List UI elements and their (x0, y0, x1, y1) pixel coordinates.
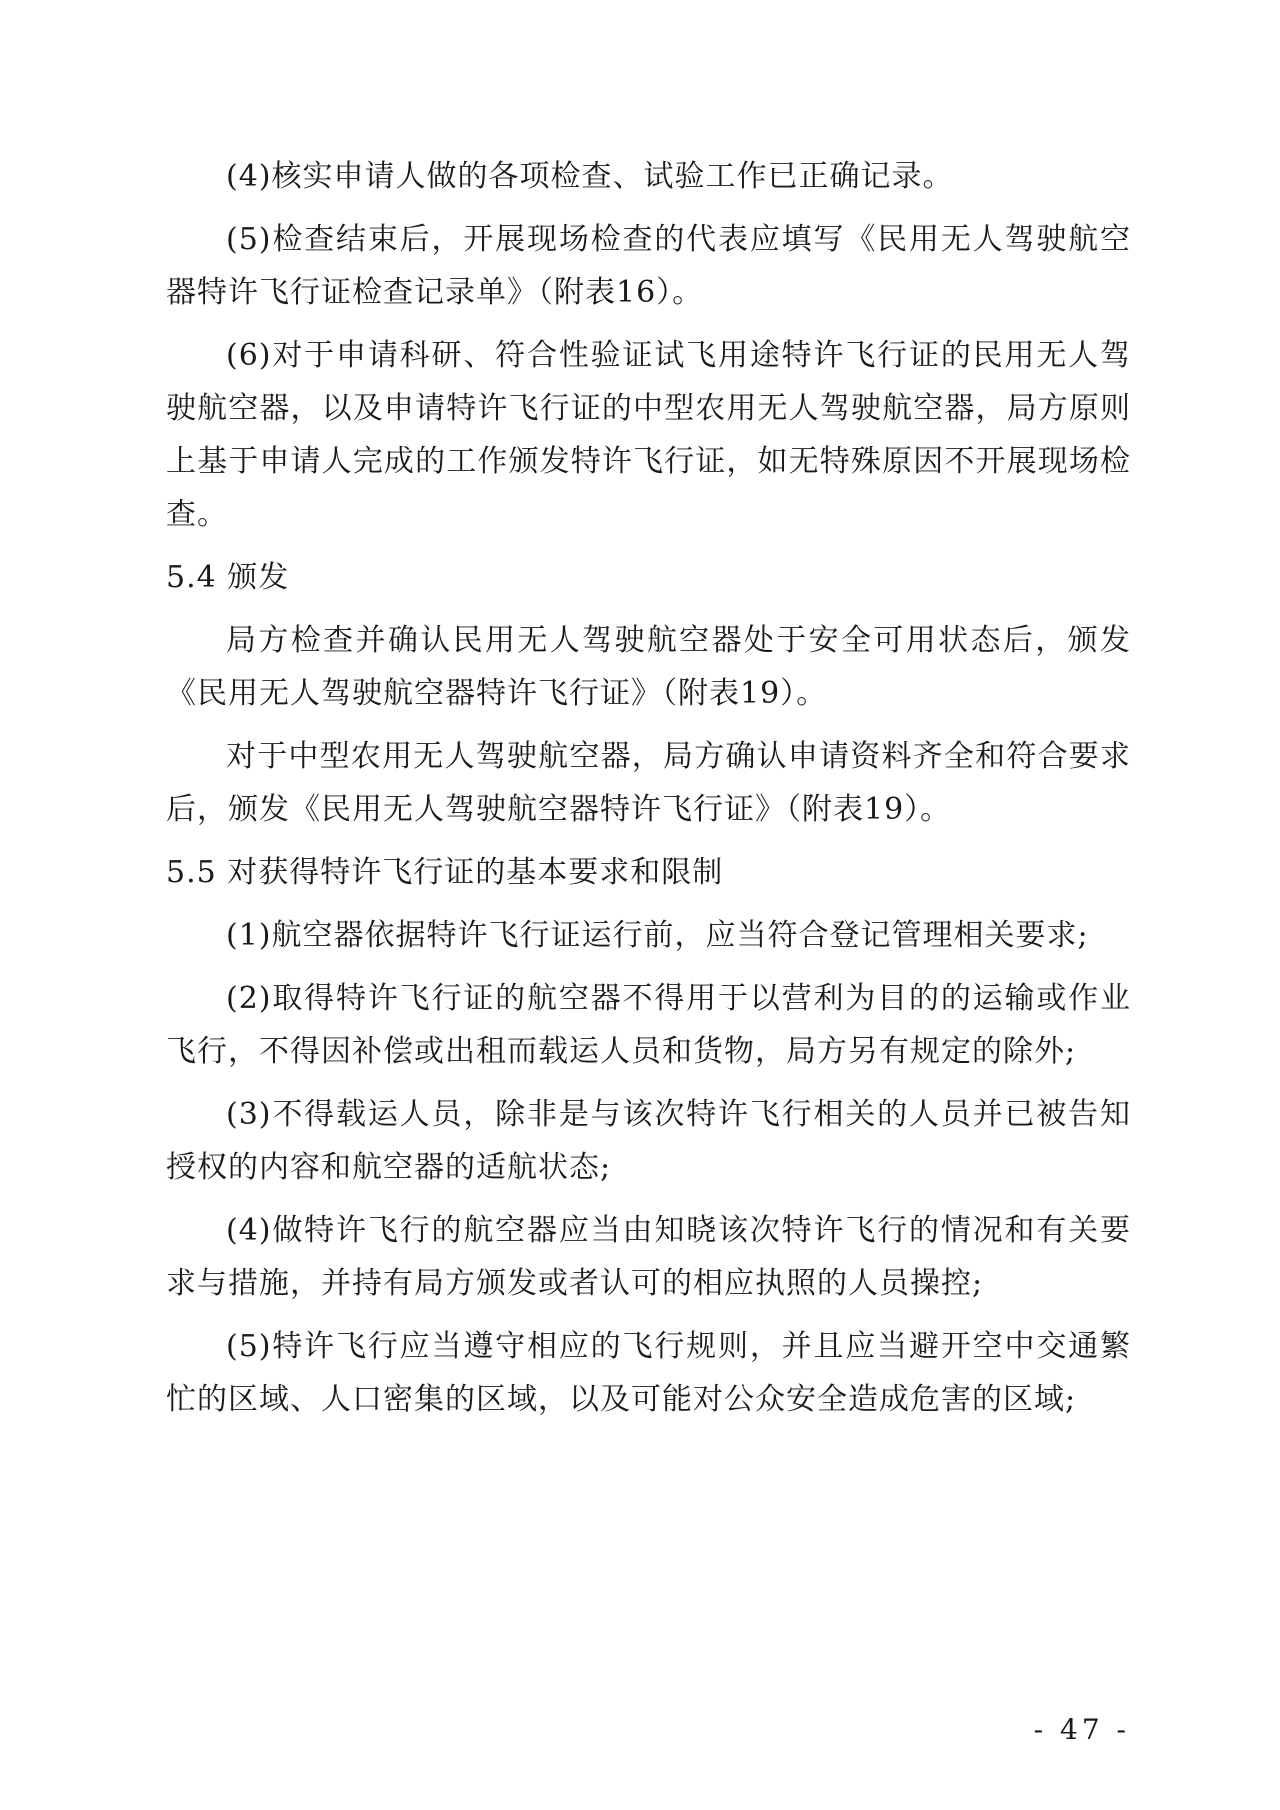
paragraph-issuance-general: 局方检查并确认民用无人驾驶航空器处于安全可用状态后，颁发《民用无人驾驶航空器特许飞行证》（附表19）。 (166, 623, 1131, 711)
document-body (166, 150, 1131, 1436)
paragraph-requirement-3: (3)不得载运人员，除非是与该次特许飞行相关的人员并已被告知授权的内容和航空器的适航状态; (166, 1097, 1131, 1185)
paragraph-requirement-4: (4)做特许飞行的航空器应当由知晓该次特许飞行的情况和有关要求与措施，并持有局方颁发或者认可的相应执照的人员操控; (166, 1213, 1131, 1301)
page-number: - 47 - (1033, 1713, 1130, 1746)
paragraph-requirement-2: (2)取得特许飞行证的航空器不得用于以营利为目的的运输或作业飞行，不得因补偿或出租而载运人员和货物，局方另有规定的除外; (166, 981, 1131, 1069)
section-heading-requirements: 5.5 对获得特许飞行证的基本要求和限制 (166, 855, 724, 890)
paragraph-inspection-form: (5)检查结束后，开展现场检查的代表应填写《民用无人驾驶航空器特许飞行证检查记录单》（附表16）。 (166, 222, 1131, 310)
section-heading-issuance: 5.4 颁发 (166, 560, 290, 595)
paragraph-research-aircraft: (6)对于申请科研、符合性验证试飞用途特许飞行证的民用无人驾驶航空器，以及申请特许飞行证的中型农用无人驾驶航空器，局方原则上基于申请人完成的工作颁发特许飞行证，如无特殊原因不开展现场检查。 (166, 338, 1131, 532)
paragraph-requirement-5: (5)特许飞行应当遵守相应的飞行规则，并且应当避开空中交通繁忙的区域、人口密集的区域，以及可能对公众安全造成危害的区域; (166, 1329, 1131, 1417)
paragraph-check-records: (4)核实申请人做的各项检查、试验工作已正确记录。 (226, 159, 954, 194)
paragraph-issuance-agricultural: 对于中型农用无人驾驶航空器，局方确认申请资料齐全和符合要求后，颁发《民用无人驾驶航空器特许飞行证》（附表19）。 (166, 739, 1131, 827)
paragraph-requirement-1: (1)航空器依据特许飞行证运行前，应当符合登记管理相关要求; (226, 918, 1089, 953)
